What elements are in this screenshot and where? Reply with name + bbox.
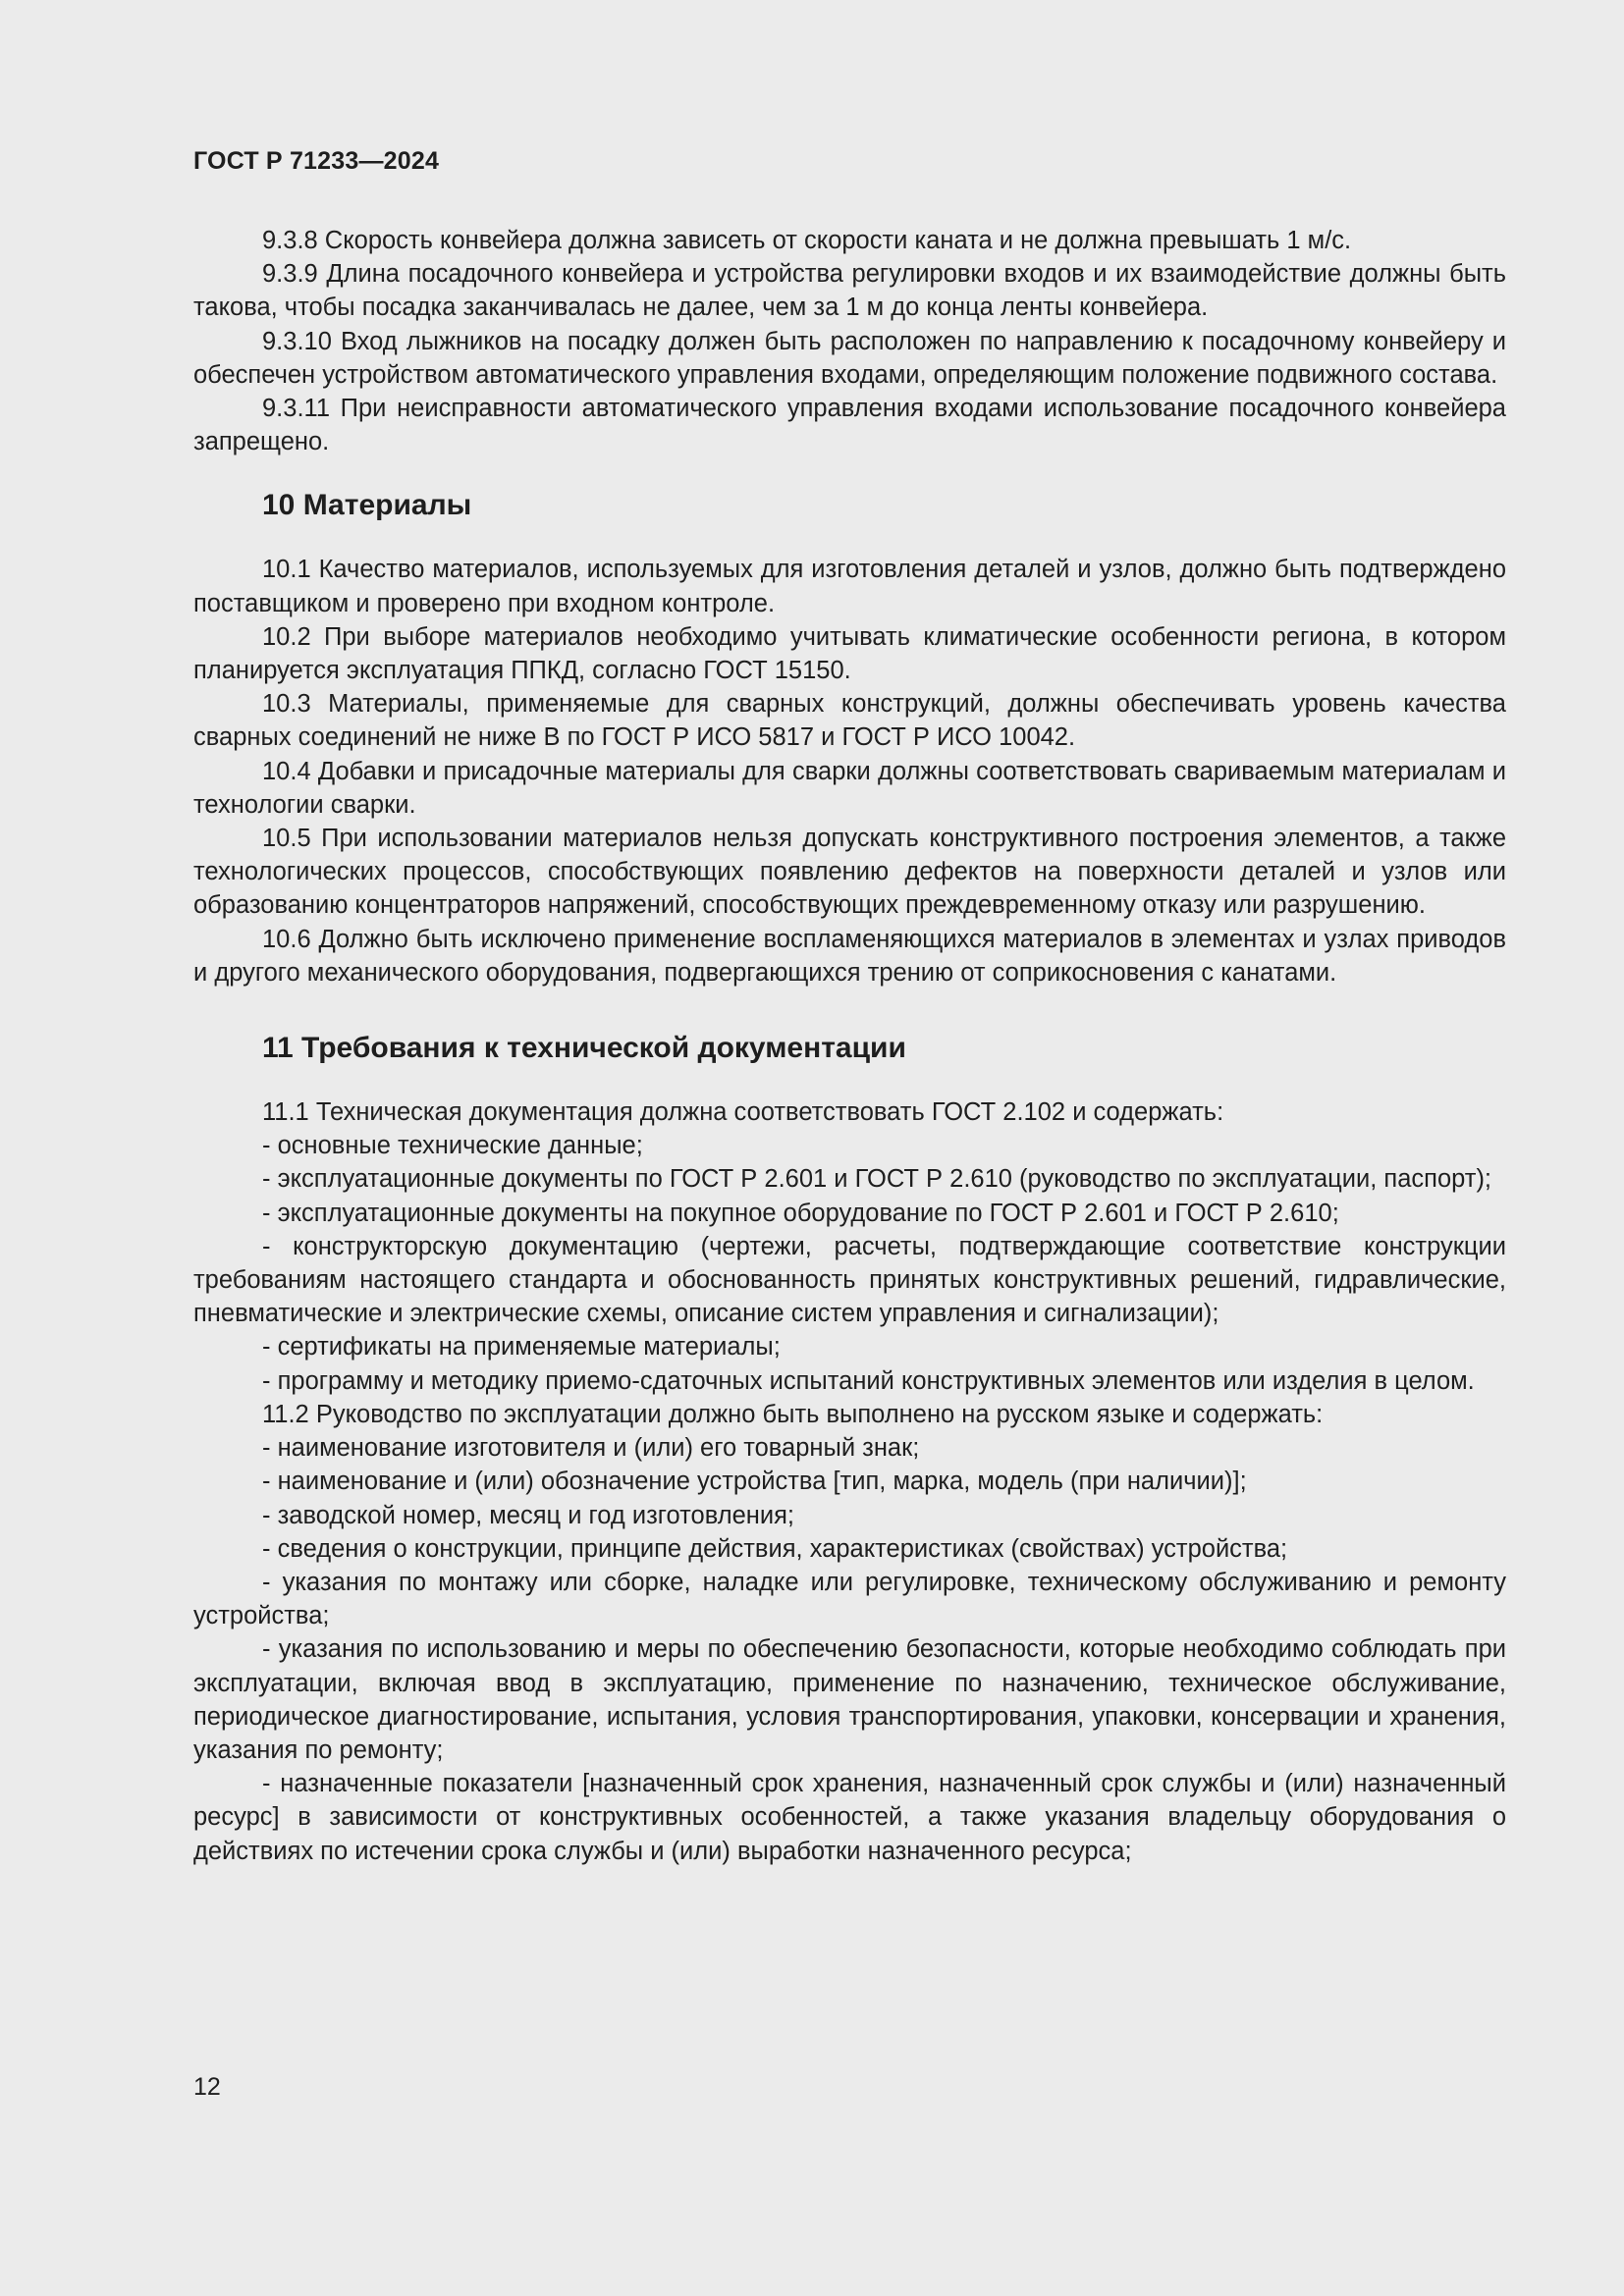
list-item: - основные технические данные; — [262, 1132, 643, 1160]
list-item: - наименование изготовителя и (или) его товарный знак; — [262, 1434, 920, 1463]
list-item: - указания по монтажу или сборке, наладке или регулировке, техническому обслуживанию и ремонту устройства; — [193, 1568, 1506, 1630]
paragraph-11-2: 11.2 Руководство по эксплуатации должно быть выполнено на русском языке и содержать: — [262, 1400, 1324, 1428]
paragraph-10-5: 10.5 При использовании материалов нельзя допускать конструктивного построения элементов, а также технологических процессов, способствующих появлению дефектов на поверхности деталей и узлов или образованию концентраторов напряжений, способствующих преждевременному отказу или разрушению. — [193, 825, 1506, 920]
list-item: - назначенные показатели [назначенный срок хранения, назначенный срок службы и (или) назначенный ресурс] в зависимости от конструктивных особенностей, а также указания владельцу оборудования о действиях по истечении срока службы и (или) выработки назначенного ресурса; — [193, 1770, 1506, 1865]
paragraph-9-3-9: 9.3.9 Длина посадочного конвейера и устройства регулировки входов и их взаимодействие должны быть такова, чтобы посадка заканчивалась не далее, чем за 1 м до конца ленты конвейера. — [193, 260, 1506, 322]
section-11-heading: 11 Требования к технической документации — [262, 1032, 906, 1065]
paragraph-10-1: 10.1 Качество материалов, используемых для изготовления деталей и узлов, должно быть подтверждено поставщиком и проверено при входном контроле. — [193, 556, 1506, 617]
paragraph-10-2: 10.2 При выборе материалов необходимо учитывать климатические особенности региона, в котором планируется эксплуатация ППКД, согласно ГОСТ 15150. — [193, 622, 1506, 685]
section-10-heading: 10 Материалы — [262, 489, 472, 522]
paragraph-9-3-8: 9.3.8 Скорость конвейера должна зависеть от скорости каната и не должна превышать 1 м/с. — [262, 227, 1352, 254]
list-item: - заводской номер, месяц и год изготовления; — [262, 1501, 794, 1529]
list-item: - конструкторскую документацию (чертежи, расчеты, подтверждающие соответствие конструкции требованиям настоящего стандарта и обоснованность принятых конструктивных решений, гидравлические, пневматические и электрические схемы, описание систем управления и сигнализации); — [193, 1232, 1506, 1328]
paragraph-10-6: 10.6 Должно быть исключено применение воспламеняющихся материалов в элементах и узлах приводов и другого механического оборудования, подвергающихся трению от соприкосновения с канатами. — [193, 925, 1506, 987]
document-body — [193, 224, 1506, 1868]
paragraph-9-3-11: 9.3.11 При неисправности автоматического управления входами использование посадочного конвейера запрещено. — [193, 395, 1506, 456]
paragraph-9-3-10: 9.3.10 Вход лыжников на посадку должен быть расположен по направлению к посадочному конвейеру и обеспечен устройством автоматического управления входами, определяющим положение подвижного состава. — [193, 327, 1506, 389]
list-item: - сертификаты на применяемые материалы; — [262, 1333, 781, 1362]
list-item: - указания по использованию и меры по обеспечению безопасности, которые необходимо соблюдать при эксплуатации, включая ввод в эксплуатацию, применение по назначению, техническое обслуживание, периодическое диагностирование, испытания, условия транспортирования, упаковки, консервации и хранения, указания по ремонту; — [193, 1635, 1506, 1764]
list-item: - сведения о конструкции, принципе действия, характеристиках (свойствах) устройства; — [262, 1534, 1288, 1563]
list-item: - наименование и (или) обозначение устройства [тип, марка, модель (при наличии)]; — [262, 1468, 1247, 1496]
list-item: - программу и методику приемо-сдаточных испытаний конструктивных элементов или изделия в целом. — [262, 1366, 1475, 1395]
page-number: 12 — [193, 2073, 221, 2101]
list-item: - эксплуатационные документы на покупное оборудование по ГОСТ Р 2.601 и ГОСТ Р 2.610; — [262, 1199, 1339, 1227]
paragraph-11-1: 11.1 Техническая документация должна соответствовать ГОСТ 2.102 и содержать: — [262, 1098, 1224, 1127]
paragraph-10-3: 10.3 Материалы, применяемые для сварных конструкций, должны обеспечивать уровень качества сварных соединений не ниже В по ГОСТ Р ИСО 5817 и ГОСТ Р ИСО 10042. — [193, 690, 1506, 752]
list-item: - эксплуатационные документы по ГОСТ Р 2.601 и ГОСТ Р 2.610 (руководство по эксплуатации, паспорт); — [262, 1165, 1492, 1194]
paragraph-10-4: 10.4 Добавки и присадочные материалы для сварки должны соответствовать свариваемым материалам и технологии сварки. — [193, 757, 1506, 819]
document-code-header: ГОСТ Р 71233—2024 — [193, 147, 440, 175]
